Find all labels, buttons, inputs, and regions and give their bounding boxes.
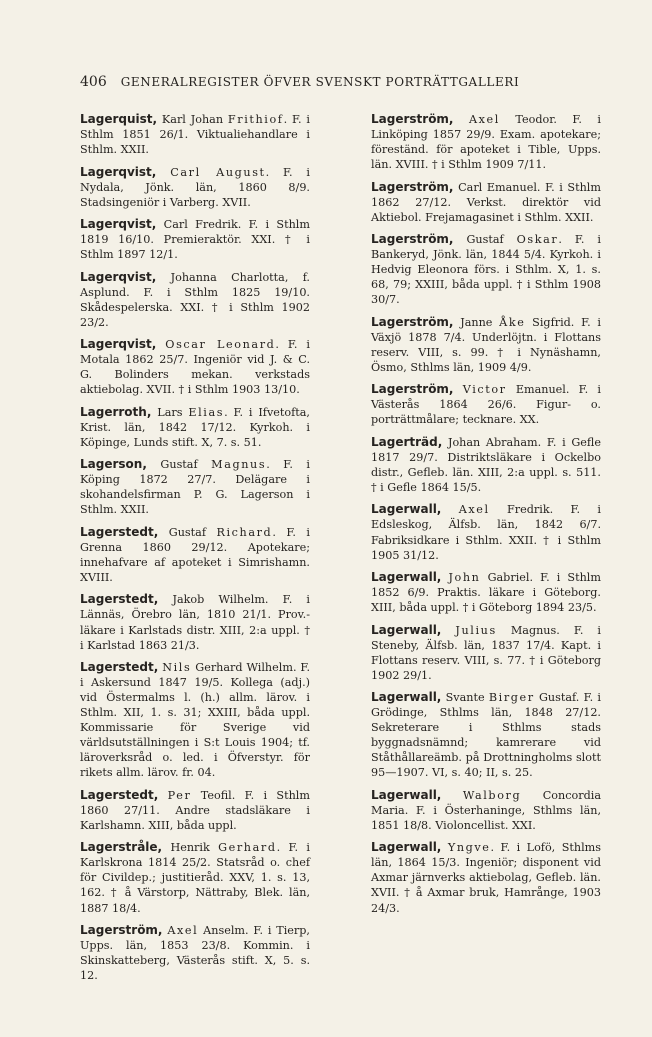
entry-surname: Lagerstråle,	[80, 840, 163, 855]
entry-surname: Lagerström,	[371, 232, 454, 247]
entry-called-name: Carl August	[170, 165, 266, 179]
entry-surname: Lagerström,	[371, 112, 454, 126]
entry-surname: Lagerqvist,	[80, 164, 157, 179]
register-entry	[371, 315, 601, 375]
entry-surname: Lagerwall,	[371, 622, 442, 637]
entry-details: Concordia Maria. F. i Österhaninge, Sthlms län, 1851 18/8. Violoncellist. XXI.	[371, 788, 601, 832]
entry-details: F. i Sthlm 1819 16/10. Premieraktör. XXI. † i Sthlm 1897 12/1.	[80, 218, 310, 262]
entry-called-name: Frithiof	[227, 113, 284, 126]
register-entry	[371, 788, 601, 833]
entry-details: . F. i Motala 1862 25/7. Ingeniör vid J. & C. G. Bolinders mekan. verkstads aktiebolag. XVII. † i Sthlm 1903 13/10.	[80, 338, 310, 397]
page-number: 406	[80, 74, 107, 90]
entry-given-names: Carl Fredrik.	[156, 218, 249, 232]
entry-details: . F. i Grenna 1860 29/12. Apotekare; innehafvare af apoteket i Simrishamn. XVIII.	[80, 525, 310, 584]
register-entry	[80, 923, 310, 983]
register-entry	[371, 502, 601, 562]
entry-given-names: Johan Abraham.	[442, 435, 547, 449]
entry-called-name: Walborg	[462, 788, 522, 802]
entry-surname: Lagerroth,	[80, 404, 152, 419]
entry-given-names: Janne	[453, 315, 500, 329]
entry-given-names	[454, 113, 469, 126]
entry-surname: Lagerson,	[80, 457, 147, 472]
right-column	[371, 112, 601, 923]
entry-given-names	[158, 789, 167, 802]
left-column	[80, 112, 310, 991]
entry-called-name: Gerhard	[218, 841, 277, 855]
entry-surname: Lagerström,	[371, 382, 454, 397]
entry-given-names	[441, 624, 455, 637]
entry-called-name: Julius	[455, 623, 497, 637]
entry-details: F. i Lännäs, Örebro län, 1810 21/1. Prov.-läkare i Karlstads distr. XIII, 2:a uppl. † i Karlstad 1863 21/3.	[80, 593, 310, 652]
entry-surname: Lagerwall,	[371, 840, 442, 855]
register-entry	[80, 840, 310, 915]
entry-given-names: Gustaf	[453, 233, 517, 247]
entry-surname: Lagerqvist,	[80, 217, 157, 232]
register-entry	[80, 405, 310, 450]
entry-called-name: Elias	[188, 405, 225, 419]
register-entry	[371, 690, 601, 780]
register-entry	[80, 337, 310, 397]
register-entry	[371, 840, 601, 915]
entry-given-names: Svante	[441, 691, 489, 705]
entry-surname: Lagerwall,	[371, 787, 442, 802]
entry-details: . F. i Nydala, Jönk. län, 1860 8/9. Stadsingeniör i Varberg. XVII.	[80, 165, 311, 209]
entry-surname: Lagerström,	[371, 179, 454, 194]
register-entry	[80, 270, 310, 330]
entry-details: . F. i Köping 1872 27/7. Delägare i skohandelsfirman P. G. Lagerson i Sthlm. XXII.	[80, 458, 310, 517]
entry-details: Gustaf. F. i Grödinge, Sthlms län, 1848 27/12. Sekreterare i Sthlms stads byggnadsnämnd; kamrerare vid Ståthållareämb. på Drottningholms slott 95—1907. VI, s. 40; II, s. 25.	[371, 691, 601, 780]
register-entry	[371, 180, 601, 225]
entry-called-name: Oskar	[516, 233, 559, 247]
entry-details: . F. i Karlskrona 1814 25/2. Statsråd o. chef för Civildep.; justitieråd. XXV, 1. s. 13, 162. † å Värstorp, Nättraby, Blek. län, 1887 18/4.	[80, 841, 310, 915]
register-entry	[80, 457, 310, 517]
entry-called-name: Yngve	[447, 841, 491, 855]
entry-called-name: John	[448, 571, 481, 584]
entry-called-name: Oscar Leonard	[165, 338, 276, 352]
entry-surname: Lagerstedt,	[80, 660, 159, 675]
running-title: GENERALREGISTER ÖFVER SVENSKT PORTRÄTTGALLERI	[120, 75, 520, 89]
entry-given-names	[156, 166, 170, 179]
entry-given-names	[454, 383, 463, 396]
page-header	[80, 74, 590, 90]
entry-details: . F. i Ifvetofta, Krist. län, 1842 17/12. Kyrkoh. i Köpinge, Lunds stift. X, 7. s. 51.	[80, 405, 310, 449]
entry-surname: Lagerström,	[371, 314, 454, 329]
entry-details: Teodor. F. i Linköping 1857 29/9. Exam. apotekare; föreständ. för apoteket i Tible, Upps. län. XVIII. † i Sthlm 1909 7/11.	[371, 113, 602, 172]
entry-details: Sigfrid. F. i Växjö 1878 7/4. Underlöjtn. i Flottans reserv. VIII, s. 99. † i Nynäshamn, Ösmo, Sthlms län, 1909 4/9.	[371, 315, 601, 374]
entry-given-names	[156, 338, 165, 351]
entry-called-name: Magnus	[211, 458, 267, 472]
register-entry	[80, 660, 310, 780]
entry-called-name: Axel	[468, 113, 500, 126]
entry-surname: Lagerstedt,	[80, 592, 159, 607]
entry-details: . F. i Bankeryd, Jönk. län, 1844 5/4. Kyrkoh. i Hedvig Eleonora förs. i Sthlm. X, 1. s. 68, 79; XXIII, båda uppl. † i Sthlm 1908 30/7.	[371, 233, 601, 307]
register-entry	[371, 232, 601, 307]
entry-called-name: Axel	[458, 503, 490, 517]
entry-given-names: Gustaf	[158, 525, 217, 539]
entry-called-name: Axel	[167, 923, 199, 937]
entry-details: Magnus. F. i Steneby, Älfsb. län, 1837 17/4. Kapt. i Flottans reserv. VIII, s. 77. † i Göteborg 1902 29/1.	[371, 623, 601, 682]
entry-surname: Lagerstedt,	[80, 787, 159, 802]
entry-surname: Lagerquist,	[80, 112, 158, 126]
register-entry	[80, 165, 310, 210]
register-entry	[80, 217, 310, 262]
entry-details: . F. i Lofö, Sthlms län, 1864 15/3. Ingeniör; disponent vid Axmar järnverks aktiebolag, Gefleb. län. XVII. † å Axmar bruk, Hamrånge, 1903 24/3.	[371, 841, 601, 915]
entry-details: f. Asplund. F. i Sthlm 1825 19/10. Skådespelerska. XXI. † i Sthlm 1902 23/2.	[80, 270, 310, 329]
entry-details: Gerhard Wilhelm. F. i Askersund 1847 19/5. Kollega (adj.) vid Östermalms l. (h.) allm. lärov. i Sthlm. XII, 1. s. 31; XXIII, båda uppl. Kommissarie för Sverige vid världsutställningen i S:t Louis 1904; tf. läroverksråd o. led. i Öfverstyr. för rikets allm. lärov. fr. 04.	[80, 661, 311, 780]
entry-details: Fredrik. F. i Edsleskog, Älfsb. län, 1842 6/7. Fabriksidkare i Sthlm. XXII. † i Sthlm 1905 31/12.	[371, 503, 601, 562]
entry-surname: Lagerwall,	[371, 502, 442, 517]
entry-called-name: Richard	[216, 525, 273, 539]
register-entry	[371, 382, 601, 427]
entry-given-names	[441, 789, 463, 802]
register-entry	[371, 623, 601, 683]
entry-details: Anselm. F. i Tierp, Upps. län, 1853 23/8. Kommin. i Skinskatteberg, Västerås stift. X, 5. s. 12.	[80, 923, 310, 983]
entry-surname: Lagerström,	[80, 922, 163, 937]
register-entry	[371, 112, 601, 172]
register-entry	[371, 570, 601, 615]
entry-given-names: Gustaf	[146, 458, 212, 472]
entry-details: Teofil. F. i Sthlm 1860 27/11. Andre stadsläkare i Karlshamn. XIII, båda uppl.	[80, 788, 310, 832]
entry-surname: Lagerwall,	[371, 690, 442, 705]
entry-surname: Lagerwall,	[371, 570, 442, 584]
register-entry	[80, 112, 310, 157]
entry-surname: Lagerstedt,	[80, 524, 159, 539]
entry-called-name: Nils	[162, 661, 192, 675]
entry-surname: Lagerträd,	[371, 434, 443, 449]
entry-details: F. i Gefle 1817 29/7. Distriktsläkare i Ockelbo distr., Gefleb. län. XIII, 2:a uppl. s. 511. † i Gefle 1864 15/5.	[371, 435, 601, 494]
entry-given-names: Henrik	[162, 841, 219, 855]
entry-surname: Lagerqvist,	[80, 269, 157, 284]
entry-given-names: Johanna Charlotta,	[156, 270, 303, 284]
entry-details: F. i Sthlm 1862 27/12. Verkst. direktör vid Aktiebol. Frejamagasinet i Sthlm. XXII.	[371, 180, 601, 224]
register-entry	[371, 435, 601, 495]
entry-given-names: Jakob Wilhelm.	[158, 593, 283, 607]
entry-given-names	[441, 503, 458, 516]
entry-details: Emanuel. F. i Västerås 1864 26/6. Figur- o. porträttmålare; tecknare. XX.	[371, 383, 602, 427]
entry-details: Gabriel. F. i Sthlm 1852 6/9. Praktis. läkare i Göteborg. XIII, båda uppl. † i Göteborg 1894 23/5.	[371, 571, 601, 615]
entry-called-name: Victor	[462, 383, 507, 397]
entry-given-names: Lars	[151, 405, 189, 419]
entry-details: . F. i Sthlm 1851 26/1. Viktualiehandlare i Sthlm. XXII.	[80, 113, 310, 157]
entry-called-name: Per	[167, 788, 192, 802]
register-entry	[80, 525, 310, 585]
entry-surname: Lagerqvist,	[80, 337, 157, 352]
register-entry	[80, 592, 310, 652]
register-entry	[80, 788, 310, 833]
entry-given-names: Karl Johan	[157, 113, 228, 126]
entry-given-names: Carl Emanuel.	[453, 180, 546, 194]
entry-called-name: Birger	[488, 691, 535, 705]
entry-called-name: Åke	[499, 315, 526, 329]
